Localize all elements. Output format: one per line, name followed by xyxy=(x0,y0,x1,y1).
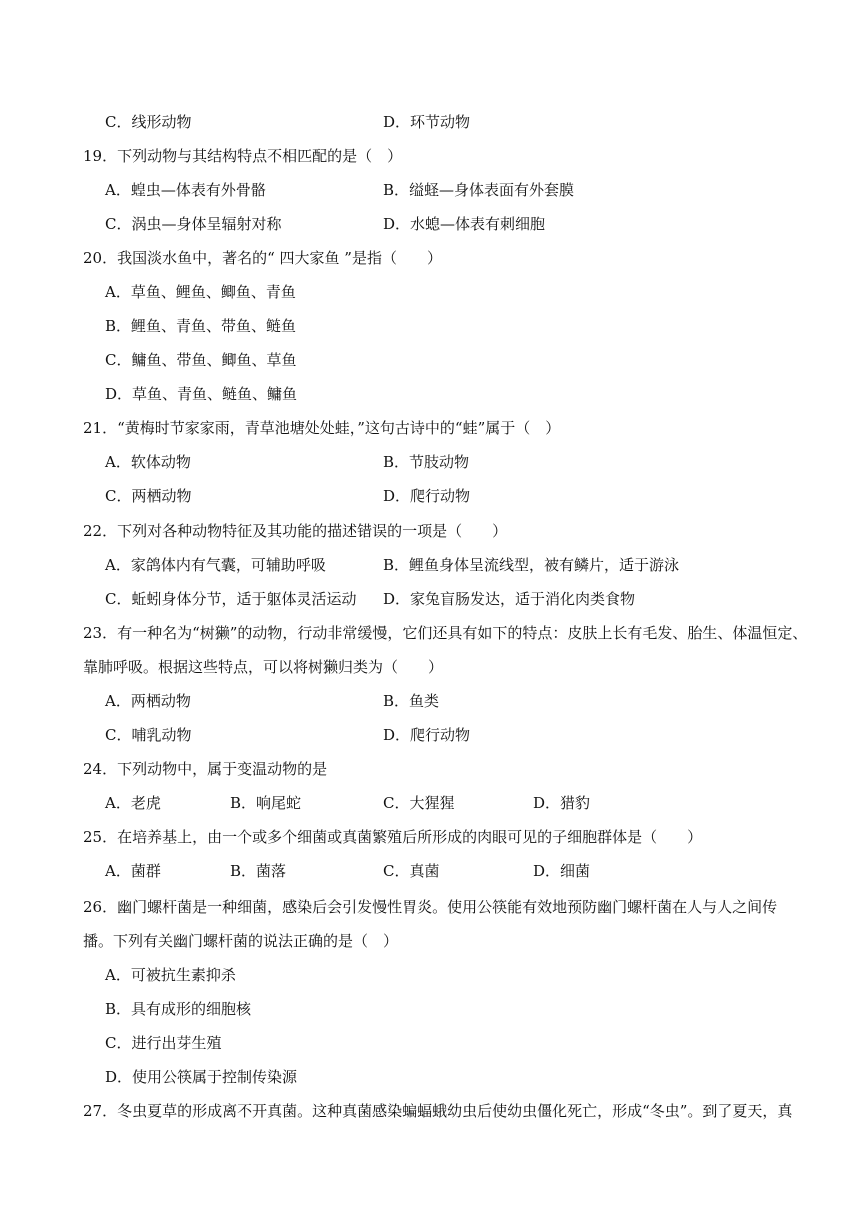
q20-option-c: C．鳙鱼、带鱼、鲫鱼、草鱼 xyxy=(105,351,297,369)
q23-stem-line1: 23．有一种名为“树獭”的动物，行动非常缓慢，它们还具有如下的特点：皮肤上长有毛发、胎生、体温恒定、 xyxy=(83,624,808,642)
q24-stem: 24．下列动物中，属于变温动物的是 xyxy=(83,760,328,778)
q26-option-d: D．使用公筷属于控制传染源 xyxy=(105,1068,298,1086)
q21-option-c: C．两栖动物 xyxy=(105,487,192,505)
q19-option-c: C．涡虫—身体呈辐射对称 xyxy=(105,215,282,233)
q26-option-c: C．进行出芽生殖 xyxy=(105,1034,222,1052)
q20-option-d: D．草鱼、青鱼、鲢鱼、鳙鱼 xyxy=(105,385,298,403)
q25-stem: 25．在培养基上，由一个或多个细菌或真菌繁殖后所形成的肉眼可见的子细胞群体是（ ） xyxy=(83,828,703,846)
q26-option-a: A．可被抗生素抑杀 xyxy=(105,966,236,984)
q19-option-b: B．缢蛏—身体表面有外套膜 xyxy=(383,181,575,199)
q19-option-d: D．水螅—体表有刺细胞 xyxy=(383,215,546,233)
q26-stem-line2: 播。下列有关幽门螺杆菌的说法正确的是（ ） xyxy=(83,932,399,950)
q25-option-a: A．菌群 xyxy=(105,862,161,880)
q18-option-d: D．环节动物 xyxy=(383,113,471,131)
q25-option-b: B．菌落 xyxy=(230,862,287,880)
q21-stem: 21．“黄梅时节家家雨，青草池塘处处蛙，”这句古诗中的“蛙”属于（ ） xyxy=(83,419,561,437)
q20-option-b: B．鲤鱼、青鱼、带鱼、鲢鱼 xyxy=(105,317,297,335)
q22-stem: 22．下列对各种动物特征及其功能的描述错误的一项是（ ） xyxy=(83,522,508,540)
q22-option-c: C．蚯蚓身体分节，适于躯体灵活运动 xyxy=(105,590,357,608)
q26-stem-line1: 26．幽门螺杆菌是一种细菌，感染后会引发慢性胃炎。使用公筷能有效地预防幽门螺杆菌在人与人之间传 xyxy=(83,898,778,916)
q21-option-b: B．节肢动物 xyxy=(383,453,470,471)
q19-option-a: A．蝗虫—体表有外骨骼 xyxy=(105,181,266,199)
q23-option-c: C．哺乳动物 xyxy=(105,726,192,744)
q24-option-b: B．响尾蛇 xyxy=(230,794,302,812)
q24-option-a: A．老虎 xyxy=(105,794,161,812)
q25-option-c: C．真菌 xyxy=(383,862,440,880)
q22-option-d: D．家兔盲肠发达，适于消化肉类食物 xyxy=(383,590,636,608)
q18-option-c: C．线形动物 xyxy=(105,113,192,131)
q24-option-d: D．猎豹 xyxy=(533,794,591,812)
q19-stem: 19．下列动物与其结构特点不相匹配的是（ ） xyxy=(83,147,403,165)
q25-option-d: D．细菌 xyxy=(533,862,591,880)
q23-stem-line2: 靠肺呼吸。根据这些特点，可以将树獭归类为（ ） xyxy=(83,658,444,676)
q23-option-d: D．爬行动物 xyxy=(383,726,471,744)
q21-option-a: A．软体动物 xyxy=(105,453,191,471)
q23-option-b: B．鱼类 xyxy=(383,692,440,710)
q21-option-d: D．爬行动物 xyxy=(383,487,471,505)
q27-stem-line1: 27．冬虫夏草的形成离不开真菌。这种真菌感染蝙蝠蛾幼虫后使幼虫僵化死亡，形成“冬虫”。到了夏天，真 xyxy=(83,1102,793,1120)
q23-option-a: A．两栖动物 xyxy=(105,692,191,710)
q24-option-c: C．大猩猩 xyxy=(383,794,455,812)
q22-option-a: A．家鸽体内有气囊，可辅助呼吸 xyxy=(105,556,326,574)
q26-option-b: B．具有成形的细胞核 xyxy=(105,1000,252,1018)
q20-option-a: A．草鱼、鲤鱼、鲫鱼、青鱼 xyxy=(105,283,296,301)
q22-option-b: B．鲤鱼身体呈流线型，被有鳞片，适于游泳 xyxy=(383,556,680,574)
q20-stem: 20．我国淡水鱼中，著名的“ 四大家鱼 ”是指（ ） xyxy=(83,249,442,267)
